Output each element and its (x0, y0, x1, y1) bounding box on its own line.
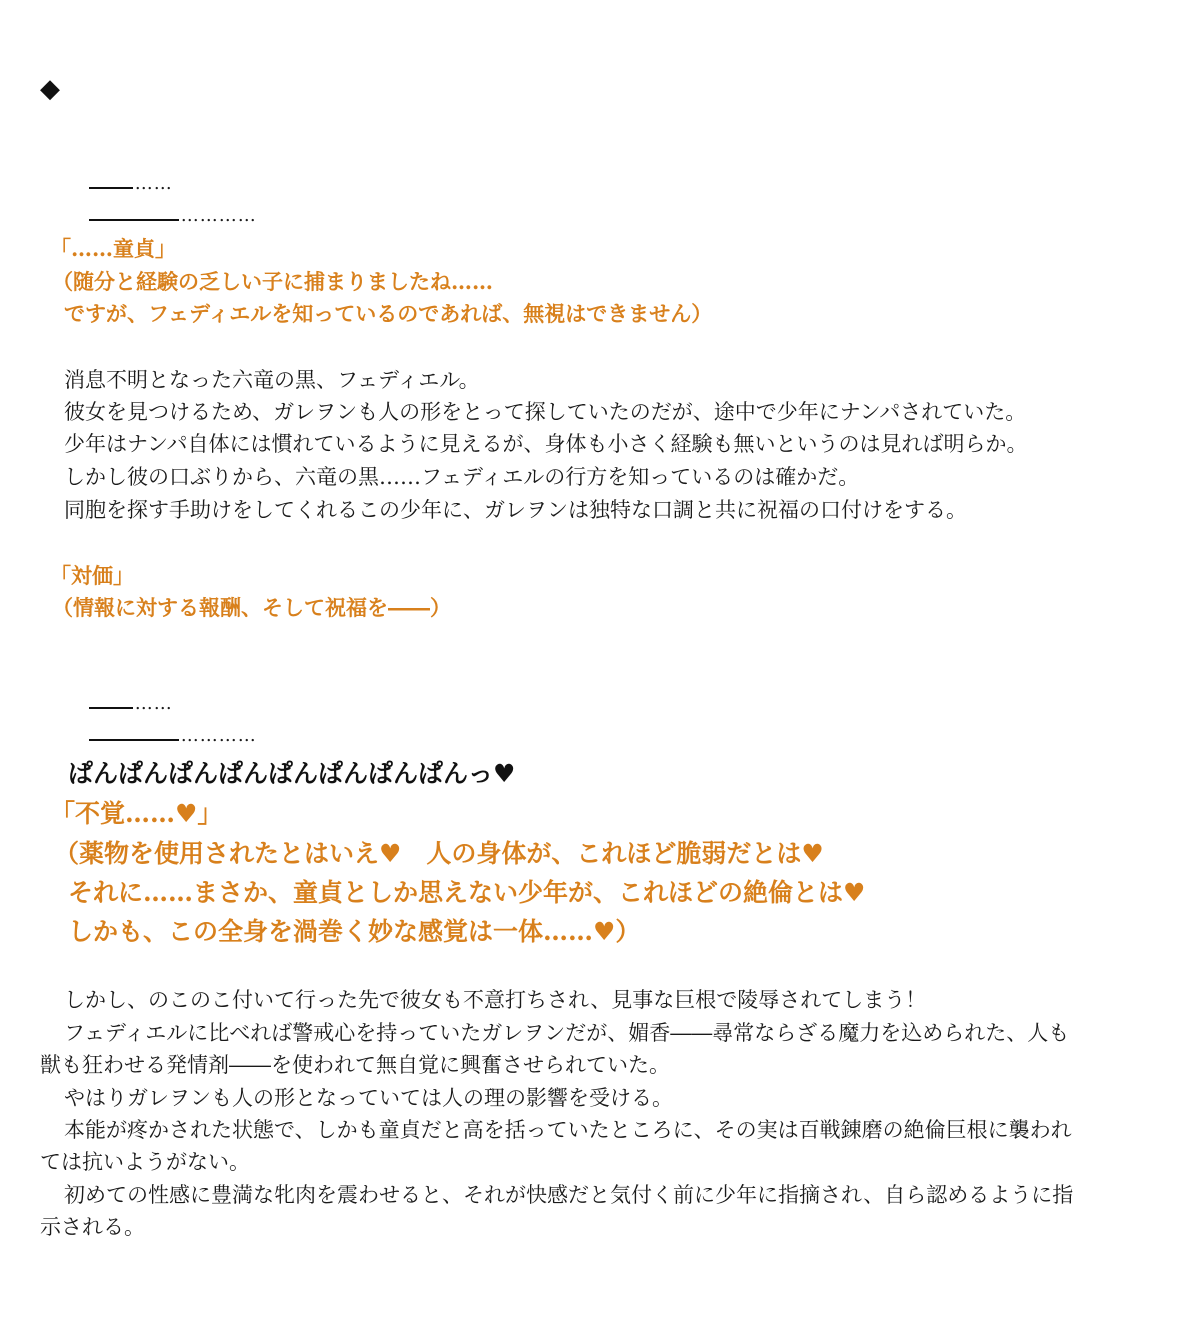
ellipsis-text: ………… (180, 725, 257, 746)
narration-line: しかし、のこのこ付いて行った先で彼女も不意打ちされ、見事な巨根で陵辱されてしまう！ (64, 988, 927, 1012)
narration-line: 彼女を見つけるため、ガレヲンも人の形をとって探していたのだが、途中で少年にナンパされていた。 (64, 400, 1027, 424)
narration-line: 示される。 (40, 1215, 145, 1239)
dialogue-speech: 「対価」 (50, 563, 134, 588)
dash-rule (89, 201, 179, 221)
narration-line: 初めての性感に豊満な牝肉を震わせると、それが快感だと気付く前に少年に指摘され、自ら認めるように指 (64, 1183, 1074, 1207)
dialogue-thought: （薬物を使用されたとはいえ♥ 人の身体が、これほど脆弱だとは♥ (54, 839, 824, 868)
narration-line: 少年はナンパ自体には慣れているように見えるが、身体も小さく経験も無いというのは見れば明らか。 (64, 432, 1028, 456)
dialogue-thought: （情報に対する報酬、そして祝福を――） (52, 595, 451, 620)
dialogue-thought: ですが、フェディエルを知っているのであれば、無視はできません） (64, 301, 713, 326)
ellipsis-text: ………… (180, 205, 257, 226)
dialogue-thought: （随分と経験の乏しい子に捕まりましたね…… (52, 269, 493, 294)
narration-line: やはりガレヲンも人の形となっていては人の理の影響を受ける。 (64, 1086, 673, 1110)
ellipsis-text: …… (134, 173, 173, 194)
narration-line: フェディエルに比べれば警戒心を持っていたガレヲンだが、媚香――尋常ならざる魔力を込められた、人も (64, 1021, 1070, 1045)
narration-line: 獣も狂わせる発情剤――を使われて無自覚に興奮させられていた。 (40, 1053, 670, 1077)
dialogue-speech: 「不覚……♥」 (50, 799, 223, 828)
narration-line: 同胞を探す手助けをしてくれるこの少年に、ガレヲンは独特な口調と共に祝福の口付けをする。 (64, 498, 967, 522)
narration-line: しかし彼の口ぶりから、六竜の黒……フェディエルの行方を知っているのは確かだ。 (64, 465, 860, 489)
section-marker: ◆ (40, 74, 60, 104)
narration-line: 消息不明となった六竜の黒、フェディエル。 (64, 368, 480, 392)
dialogue-thought: しかも、この全身を渦巻く妙な感覚は一体……♥） (68, 917, 641, 946)
dialogue-thought: それに……まさか、童貞としか思えない少年が、これほどの絶倫とは♥ (68, 878, 866, 907)
narration-line: ては抗いようがない。 (40, 1150, 250, 1174)
ellipsis-text: …… (134, 693, 173, 714)
narration-line: 本能が疼かされた状態で、しかも童貞だと高を括っていたところに、その実は百戦錬磨の絶倫巨根に襲われ (64, 1118, 1072, 1142)
dialogue-speech: 「……童貞」 (50, 236, 176, 261)
sound-effect: ぱんぱんぱんぱんぱんぱんぱんぱんっ♥ (68, 759, 516, 788)
dash-rule (89, 721, 179, 741)
